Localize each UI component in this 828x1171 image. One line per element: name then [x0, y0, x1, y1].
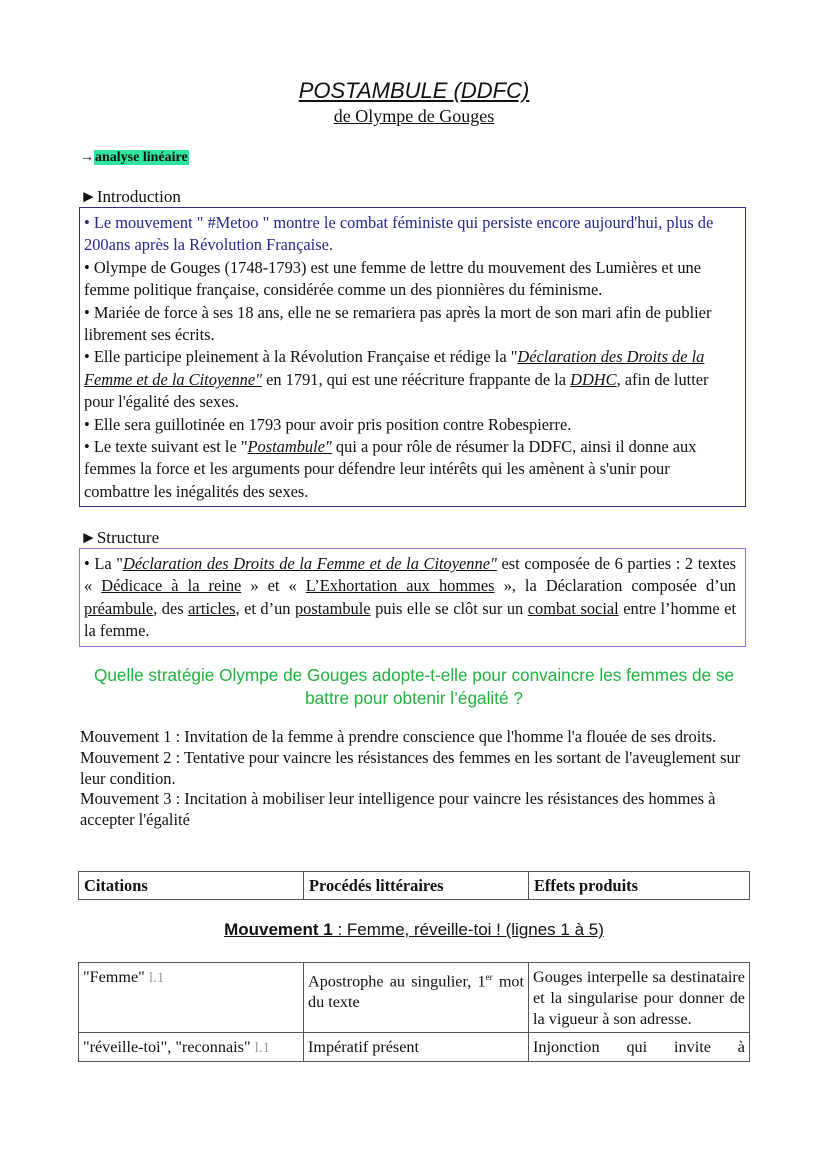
document-subtitle: de Olympe de Gouges — [333, 106, 495, 126]
arrow-icon: → — [80, 150, 94, 165]
citation-cell: "Femme" l.1 — [79, 963, 304, 1033]
intro-paragraph-6: • Le texte suivant est le "Postambule" qui a pour rôle de résumer la DDFC, ainsi il donne aux femmes la force et les arguments pour défendre leur intérêts qui les amènent à s'unir pour combattre les inégalités des sexes. — [84, 437, 697, 501]
analysis-table — [78, 962, 750, 1062]
mouvement-3: Mouvement 3 : Incitation à mobiliser leur intelligence pour vaincre les résistances des hommes à accepter l'égalité — [80, 789, 716, 830]
header-citations: Citations — [79, 872, 304, 900]
effet-cell: Gouges interpelle sa destinataire et la singularise pour donner de la vigueur à son adresse. — [529, 963, 750, 1033]
highlighted-label: analyse linéaire — [95, 150, 188, 165]
intro-paragraph-4: • Elle participe pleinement à la Révolution Française et rédige la "Déclaration des Droits de la Femme et de la Citoyenne" en 1791, qui est une réécriture frappante de la DDHC, afin de lutter pour l'égalité des sexes. — [84, 347, 709, 412]
ddhc-reference: DDHC — [570, 369, 617, 389]
header-procedes: Procédés littéraires — [304, 872, 529, 900]
mouvement-2: Mouvement 2 : Tentative pour vaincre les résistances des femmes en les sortant de l'aveuglement sur leur condition. — [80, 747, 741, 788]
intro-paragraph-2: • Olympe de Gouges (1748-1793) est une femme de lettre du mouvement des Lumières et une femme politique française, considérée comme un des pionnières du féminisme. — [84, 257, 702, 300]
problematique-question: Quelle stratégie Olympe de Gouges adopte-t-elle pour convaincre les femmes de se battre pour obtenir l’égalité ? — [93, 665, 735, 708]
intro-paragraph-1: • Le mouvement " #Metoo " montre le combat féministe qui persiste encore aujourd'hui, plus de 200ans après la Révolution Française. — [84, 213, 714, 255]
structure-heading: ►Structure — [80, 528, 160, 547]
ddfc-reference: Déclaration des Droits de la Femme et de la Citoyenne" — [84, 347, 705, 389]
header-effets: Effets produits — [529, 872, 750, 900]
citation-cell: "réveille-toi", "reconnais" l.1 — [79, 1033, 304, 1062]
introduction-box — [79, 207, 746, 507]
table-row — [79, 1033, 750, 1062]
intro-paragraph-5: • Elle sera guillotinée en 1793 pour avoir pris position contre Robespierre. — [84, 414, 572, 434]
structure-box — [79, 548, 746, 647]
postambule-reference: Postambule" — [247, 437, 332, 457]
document-title: POSTAMBULE (DDFC) — [298, 78, 530, 103]
structure-paragraph: • La "Déclaration des Droits de la Femme et de la Citoyenne" est composée de 6 parties : 2 textes « Dédicace à la reine » et « L’Exhortation aux hommes », la Déclaration composée d’un préambule, des articles, et d’un postambule puis elle se clôt sur un combat social entre l’homme et la femme. — [84, 554, 736, 641]
effet-cell: Injonction qui invite à — [529, 1033, 750, 1062]
mouvement-1: Mouvement 1 : Invitation de la femme à prendre conscience que l'homme l'a flouée de ses droits. — [80, 727, 717, 746]
mouvement-1-title: Mouvement 1 : Femme, réveille-toi ! (lignes 1 à 5) — [224, 920, 604, 939]
analysis-table-header — [78, 871, 750, 900]
procede-cell: Apostrophe au singulier, 1er mot du texte — [304, 963, 529, 1033]
intro-paragraph-3: • Mariée de force à ses 18 ans, elle ne se remariera pas après la mort de son mari afin de publier librement ses écrits. — [84, 302, 712, 345]
analysis-tag — [80, 150, 189, 166]
procede-cell: Impératif présent — [304, 1033, 529, 1062]
mouvements-list — [80, 727, 752, 831]
introduction-heading: ►Introduction — [80, 187, 181, 206]
table-row — [79, 963, 750, 1033]
